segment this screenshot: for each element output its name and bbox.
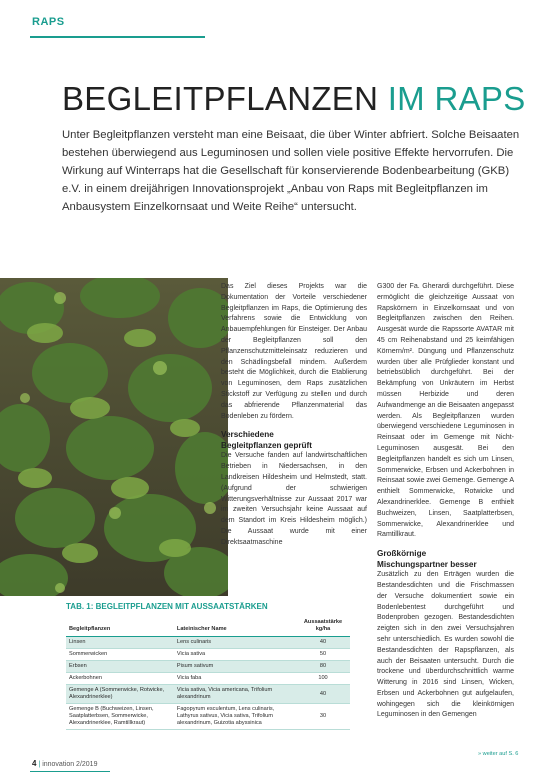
crop-photo xyxy=(0,278,228,596)
table-cell: Vicia sativa, Vicia americana, Trifolium alexandrinum xyxy=(174,685,296,704)
footer-separator: | xyxy=(38,761,41,768)
table-header-cell: Begleitpflanzen xyxy=(66,616,174,637)
table-header-cell: Lateinischer Name xyxy=(174,616,296,637)
table-cell: Fagopyrum esculentum, Lens culinaris, Lathyrus sativus, Vicia sativa, Trifolium alexandrinum, Guizotia abyssinica xyxy=(174,704,296,730)
table-header-cell: Aussaatstärke kg/ha xyxy=(296,616,350,637)
table-cell: Ackerbohnen xyxy=(66,673,174,685)
table-row xyxy=(66,704,350,730)
footer-rule xyxy=(30,771,110,772)
subheading: Mischungspartner besser xyxy=(377,560,477,570)
table-row xyxy=(66,637,350,649)
table-row xyxy=(66,661,350,673)
subheading: Begleitpflanzen geprüft xyxy=(221,441,312,451)
table-cell: 80 xyxy=(296,661,350,673)
page-number: 4 xyxy=(32,759,37,768)
lead-paragraph: Unter Begleitpflanzen versteht man eine Beisaat, die über Winter abfriert. Solche Beisaaten bestehen überwiegend aus Leguminosen und sollen viele positive Effekte hervorrufen. Die Wirkung auf Winterraps hat die Gesellschaft für konservierende Bodenbearbeitung (GKB) e.V. in einem dreijährigen Innovationsprojekt „Anbau von Raps mit Begleitpflanzen im Anbausystem Einzelkornsaat und Weite Reihe“ untersucht. xyxy=(62,129,520,213)
subheading: Großkörnige xyxy=(377,549,427,559)
section-label: RAPS xyxy=(32,16,65,28)
table-title: TAB. 1: BEGLEITPFLANZEN MIT AUSSAATSTÄRKEN xyxy=(66,602,268,611)
table-cell: Gemenge B (Buchweizen, Linsen, Saatplatterbsen, Sommerwicke, Alexandrinerklee, Ramtillkraut) xyxy=(66,704,174,730)
title-part-2: IM RAPS xyxy=(387,80,526,117)
table-cell: 30 xyxy=(296,704,350,730)
table-cell: Lens culinaris xyxy=(174,637,296,649)
table-cell: 40 xyxy=(296,685,350,704)
title-part-1: BEGLEITPFLANZEN xyxy=(62,80,379,117)
table-row xyxy=(66,673,350,685)
subheading: Verschiedene xyxy=(221,430,274,440)
table-header-row xyxy=(66,616,350,637)
article-paragraph: Das Ziel dieses Projekts war die Dokumentation der Vorteile verschiedener Begleitpflanzen im Raps, die Optimierung des Verfahrens sowie die Entwicklung von Anbauempfehlungen für Einsteiger. Der Anbau der Begleitpflanzen soll den Pflanzenschutzmitteleinsatz reduzieren und den Schädlingsbefall mindern. Außerdem besteht die Möglichkeit, durch die Etablierung von Leguminosen, dem Raps zusätzlichen Stickstoff zur Verfügung zu stellen und durch das abfrierende Pflanzenmaterial das Bodenleben zu fördern. xyxy=(221,283,367,420)
table-cell: 40 xyxy=(296,637,350,649)
article-column-2 xyxy=(377,282,514,721)
continue-note: » weiter auf S. 6 xyxy=(478,751,519,757)
table-cell: 100 xyxy=(296,673,350,685)
table-cell: Pisum sativum xyxy=(174,661,296,673)
table-cell: Vicia faba xyxy=(174,673,296,685)
article-paragraph: Zusätzlich zu den Erträgen wurden die Bestandesdichten und die Frischmassen der Versuche dokumentiert sowie ein Bodenlebentest durchgeführt und Bodenproben gezogen. Bestandesdichten zeigten sich in den zwei Versuchsjahren sehr unterschiedlich. Es wurden sowohl die Bestandesdichten der Rapspflanzen, als auch der Beisaaten untersucht. Durch die trockene und überdurchschnittlich warme Witterung in 2016 sind Linsen, Wicken, Erbsen und Ackerbohnen gut aufgelaufen, wohingegen sich die kleinkörnigen Leguminosen in den Gemengen xyxy=(377,571,514,719)
table-cell: 50 xyxy=(296,649,350,661)
section-rule xyxy=(30,36,205,38)
magazine-name: innovation 2/2019 xyxy=(42,761,98,768)
article-paragraph: Die Versuche fanden auf landwirtschaftlichen Betrieben in Niedersachsen, in den Landkreisen Hildesheim und Helmstedt, statt. (Aufgrund der schwierigen Witterungsverhältnisse zur Aussaat 2017 war im zweiten Versuchsjahr keine Aussaat auf dem Standort im Kreis Hildesheim möglich.) Die Aussaat wurde mit einer Direktsaatmaschine xyxy=(221,452,367,546)
page-footer xyxy=(32,759,97,768)
table-cell: Vicia sativa xyxy=(174,649,296,661)
seeding-rate-table xyxy=(66,616,350,730)
table-box xyxy=(60,598,354,748)
table-cell: Erbsen xyxy=(66,661,174,673)
table-cell: Sommerwicken xyxy=(66,649,174,661)
page-title xyxy=(62,80,526,118)
article-column-1 xyxy=(221,282,367,549)
table-row xyxy=(66,685,350,704)
rapeseed-field-image xyxy=(0,278,228,596)
table-row xyxy=(66,649,350,661)
table-cell: Gemenge A (Sommerwicke, Rotwicke, Alexandrinerklee) xyxy=(66,685,174,704)
table-cell: Linsen xyxy=(66,637,174,649)
article-paragraph: G300 der Fa. Gherardi durchgeführt. Diese ermöglicht die gleichzeitige Aussaat von Rapskörnern in Einzelkornsaat und von Begleitpflanzen zwischen den Reihen. Ausgesät wurde die Rapssorte AVATAR mit 45 cm Reihenabstand und 25 keimfähigen Körnern/m². Düngung und Pflanzenschutz wurden über alle Prüfglieder konstant und betriebsüblich durchgeführt. Bei der Bekämpfung von Unkräutern im Herbst müssen Herbizide und deren Aufwandmenge an die Beisaaten angepasst werden. Als Begleitpflanzen wurden überwiegend verschiedene Leguminosen in Reinsaat oder im Gemenge mit Nicht-Leguminosen ausgesät. Bei den Begleitpflanzen handelt es sich um Linsen, Sommerwicke, Erbsen und Ackerbohnen in Reinsaat sowie zwei Gemenge. Gemenge A enthielt Sommerwicke, Rotwicke und Alexandrinerklee. Gemenge B enthielt Buchweizen, Linsen, Saatplatterbsen, Sommerwicke, Alexandrinerklee und Ramtillkraut. xyxy=(377,283,514,539)
